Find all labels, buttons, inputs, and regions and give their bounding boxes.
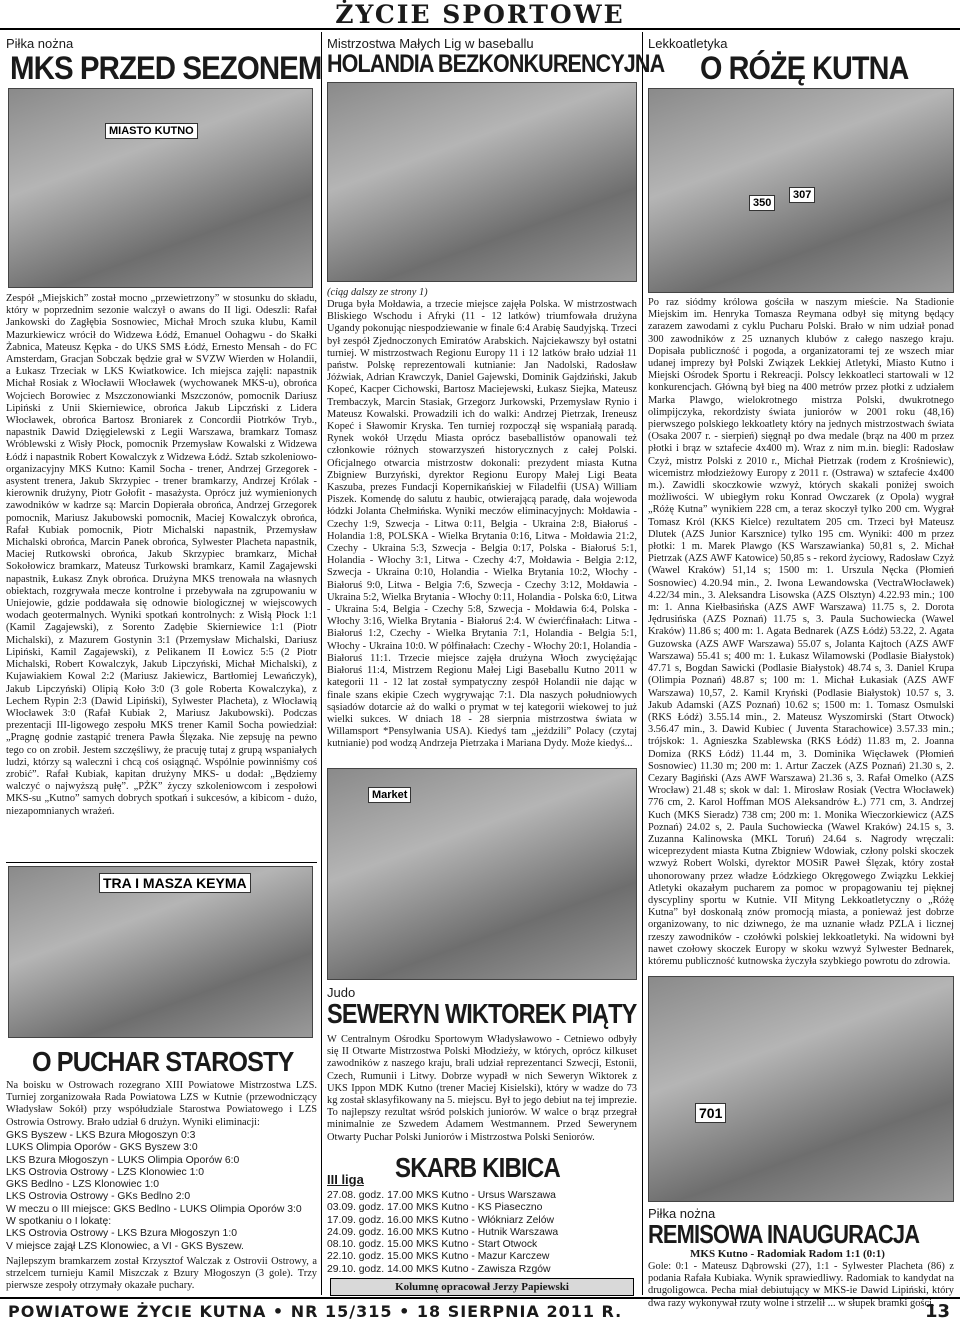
trophy-photo-banner: TRA I MASZA KEYMA [99,873,251,893]
masthead [0,0,960,30]
fixture-row: 24.09. godz. 16.00 MKS Kutno - Hutnik Warszawa [327,1226,559,1238]
fixture-row: 22.10. godz. 15.00 MKS Kutno - Mazur Karczew [327,1251,550,1263]
column-divider-2 [642,32,643,1295]
result-row: LUKS Olimpia Oporów - GKS Byszew 3:0 [6,1142,198,1154]
team-photo [8,88,313,288]
award-photo [648,976,954,1202]
col1-kicker: Piłka nożna [6,36,74,51]
col1-article-body [6,293,317,859]
result-row: LKS Bzura Młogoszyn - LUKS Olimpia Oporów 6:0 [6,1154,240,1166]
footer-publication: POWIATOWE ŻYCIE KUTNA • NR 15/315 • 18 SIERPNIA 2011 R. [8,1302,623,1321]
fixture-row: 27.08. godz. 17.00 MKS Kutno - Ursus Warszawa [327,1190,556,1201]
puchar-outro: Najlepszym bramkarzem został Krzysztof Walczak z Ostrovii Ostrowy, a strzelcem turnieju Kamil Miszczak z Bzury Młogoszyn (3 gole). Trzy pierwsze zespoły otrzymały okazałe puchary. [6,1256,317,1292]
column-divider-1 [321,32,322,1295]
team-photo-banner: MIASTO KUTNO [105,123,198,139]
puchar-results [6,1130,317,1253]
market-sign: Market [368,787,411,803]
result-row: GKS Bedlno - LZS Klonowiec 1:0 [6,1179,160,1191]
result-row: LKS Ostrovia Ostrowy - GKs Bedlno 2:0 [6,1191,191,1203]
remisowa-kicker: Piłka nożna [648,1206,716,1221]
col1-article-paragraph: Zespół „Miejskich” został mocno „przewietrzony” w stosunku do składu, który w poprzednim sezonie walczył o awans do II ligi. Odeszli: Rafał Jankowski do Zagłębia Sosnowiec, Michał Mroch szuka klubu, Kamil Mazurkiewicz wrócił do Widzewa Łódź, Emanuel Oohagwu - do Skałki Żabnica, Mateusz Kępka - do UKS SMS Łódź, Ernesto Mensah - do FC Amsterdam, Gracjan Sobczak będzie grał w SVZW Wierden w Holandii, a Łukasz Trzeciak w LKS Kwiatkowice. Ich miejsca zajęli: napastnik Michał Rosiak z Włocławii Włocławek (wychowanek MKS-u), obrońca Wojciech Borowiec z Mszczonowianki Mszczonów, pomocnik Dariusz Lipiński z Unii Skierniewice, obrońca Jakub Lipczński z Lidera Włocławek, obrońca Bartosz Broniarek z Concordii Piotrków Tryb., napastnik Dawid Dzięgielewski z Legii Warszawa, bramkarz Tomasz Wróblewski z Wisły Płock, pomocnik Przemysław Kowalski z Widzewa Łódź i napastnik Robert Kowalczyk z Widzewa Łódź. Sztab szkoleniowo-organizacyjny MKS Kutno: Kamil Socha - trener, Andrzej Grzegorek - asystent trenera, Jakub Skrzypiec - trener bramkarzy, Andrzej Królak - kierownik drużyny, Piotr Gołofit - masażysta. Oprócz już wymienionych zawodników w kadrze są: Marcin Dopierała obrońca, Andrzej Grzegorek pomocnik, Mariusz Jakubowski pomocnik, Maciej Kowalczyk obrońca, Rafał Kubiak pomocnik, Piotr Michalski napastnik, Przemysław Michalski obrońca, Marcin Panek obrońca, Sylwester Placheta napastnik, Maciej Rutkowski obrońca, Jakub Skrzypiec bramkarz, Michał Sokołowicz bramkarz, Mateusz Turkowski bramkarz, Kamil Zagajewski napastnik, Łukasz Znyk obrońca. Drużyna MKS trenowała na własnych obiektach, rozgrywała mecze kontrolne i przebywała na zgrupowaniu w Uniejowie, gdzie poddawała się odnowie biologicznej w wiejscowych wodach geotermalnych. Wyniki spotkań kontrolnych: z Wisłą Płock 1:1 (Kamil Zagajewski), z Sorento Zadębie Skierniewice 1:1 (Piotr Michalski), z Mazurem Gostynin 3:1 (Przemysław Michalski, Dariusz Lipiński, Kamil Zagajewski), z Pelikanem II Łowicz 5:5 (2 Piotr Michalski, Robert Kowalczyk, Jakub Lipczyński, Michał Michalski), z Kujawiakiem Kowal 2:2 (Mariusz Jakiewicz, Bartłomiej Lewańczyk), Jakub Lipczyński) Olipią Koło 3:0 (3 gole Roberta Kowalczyka), z Lechem Rypin 2:3 (Dawid Lipiński), Sylwester Placheta), z Włocławią Włocławek 3:0 (Rafał Kubiak 2, Mariusz Jakubowski). Podczas prezentacji III-ligowego zespołu MKS trener Kamil Socha powiedział: „Pragnę godnie zastąpić trenera Pawła Ślęzaka. Nie zepsuję na pewno tego co on zrobił. Jestem szczęśliwy, że pracuję tutaj z grupą wspaniałych ludzi, którzy są waleczni i chcą coś osiągnąć. Wspólnie powinniśmy coś zrobić”. Rafał Kubiak, kapitan drużyny MKS- u dodał: „Będziemy walczyć o najwyższą pułę”. „PŻK” życzy szkoleniowcom i zespołowi MKS-su „Kutno” samych dobrych spotkań i sukcesów, a kibicom - dużo, niezapomnianych wrażeń. [6,293,317,817]
skarb-league: III liga [327,1172,364,1187]
fixture-row: 17.09. godz. 16.00 MKS Kutno - Włókniarz Zelów [327,1214,554,1226]
col1-headline: MKS PRZED SEZONEM [10,50,322,86]
parade-photo [327,82,637,282]
market-parade-photo [327,768,637,980]
col2-continued: (ciąg dalszy ze strony 1) [327,287,428,298]
col3-kicker: Lekkoatletyka [648,36,728,51]
result-row: LKS Ostrovia Ostrowy - LKS Bzura Młogoszyn 1:0 [6,1228,237,1240]
column-credit: Kolumnę opracował Jerzy Papiewski [330,1278,634,1296]
result-row: LKS Ostrovia Ostrowy - LZS Klonowiec 1:0 [6,1166,205,1178]
result-row: V miejsce zajął LZS Klonowiec, a VI - GKS Byszew. [6,1240,244,1252]
page-number: 13 [924,1301,950,1322]
remisowa-headline: REMISOWA INAUGURACJA [648,1219,920,1249]
skarb-fixtures [327,1190,637,1276]
runner-bib: 350 [749,195,775,211]
fixture-row: 08.10. godz. 15.00 MKS Kutno - Start Otwock [327,1239,538,1251]
judo-article-body: W Centralnym Ośrodku Sportowym Władysławowo - Cetniewo odbyły się II Otwarte Mistrzostwa Polski Młodzieży, w których, oprócz kilkuset zawodników z naszego kraju, brali udział reprezentanci Szwecji, Estonii, Czech, Rumunii i Litwy. Dobrze wypadł w nich Seweryn Wiktorek z UKS Ippon MDK Kutno (trener Maciej Kisielski), który w wadze do 73 kg został sklasyfikowany na 5. miejscu. Był to jego debiut na tej imprezie. To najlepszy rezultat wśród polskich juniorów. W walce o brąz przegrał minimalnie ze Szwedem Adamem Westmannem. Przed Sewerynem Otwarty Puchar Polski Juniorów i Mistrzostwa Polski Seniorów. [327,1034,637,1143]
sprint-photo [648,88,954,293]
col2-headline: HOLANDIA BEZKONKURENCYJNA [327,50,665,78]
runner-bib: 307 [789,187,815,203]
result-row: W spotkaniu o I lokatę: [6,1216,112,1228]
trophy-photo [8,866,313,1038]
col2-kicker: Mistrzostwa Małych Lig w baseballu [327,36,534,51]
col2-article-body: Druga była Mołdawia, a trzecie miejsce zajęła Polska. W mistrzostwach Bliskiego Wschodu i Afryki (11 - 12 latków) triumfowała drużyna Ugandy pokonując niespodziewanie w finale 6:4 Arabię Saudyjską. Trzeci był zespół Zjednoczonych Emiratów Arabskich. Najciekawszy był ostatni turniej. W mistrzostwach Regionu Europy 11 i 12 latków brało udział 11 państw. Polskę reprezentowali kutnianie: Jan Nadolski, Radosław Jóźwiak, Adrian Krawczyk, Daniel Gajewski, Dominik Gajdziński, Jakub Kopeć, Kacper Cichowski, Bartosz Maciejewski, Łukasz Siejka, Mateusz Trembaczyk, Marcin Stasiak, Grzegorz Jurkowski, Przemysław Rynio i Mateusz Kowalski. Prowadzili ich do walki: Andrzej Pietrzak, Ireneusz Kopeć i Sławomir Kryska. Ten turniej rozpoczął się wspaniałą paradą. Rynek wokół Urzędu Miasta oprócz baseballistów opanowali też członkowie różnych stowarzyszeń historycznych z całej Polski. Oficjalnego otwarcia mistrzostw dokonali: prezydent miasta Kutna Zbigniew Burzyński, dyrektor Regionu Europy Małej Ligi Beata Kaszuba, prezes Fundacji Kopernikańskiej w Filadelfii (USA) William Piszek. Komendę do salutu z haubic, otwierającą paradę, dała wojewoda łódzki Jolanta Chełmińska. Wyniki meczów eliminacyjnych: Mołdawia - Czechy 1:9, Szwecja - Litwa 0:11, Belgia - Ukraina 2:8, Białoruś - Holandia 1:8, POLSKA - Wielka Brytania 0:16, Litwa - Mołdawia 21:2, Czechy - Ukraina 5:3, Szwecja - Belgia 0:17, Polska - Białoruś 5:1, Holandia - Włochy 3:1, Litwa - Czechy 4:7, Mołdawia - Belgia 2:12, Szwecja - Ukraina 0:10, Holandia - Wielka Brytania 10:2, Włochy - Białoruś 9:0, Litwa - Belgia 7:6, Szwecja - Czechy 3:12, Mołdawia - Ukraina 5:2, Wielka Brytania - Włochy 0:11, Holandia - Polska 6:0, Litwa - Ukraina 5:4, Belgia - Czechy 5:8, Szwecja - Mołdawia 6:4, Polska - Włochy 3:16, Wielka Brytania - Białoruś 2:4. W ćwierćfinałach: Litwa - Białoruś 1:2, Czechy - Wielka Brytania 7:1, Holandia - Belgia 5:1, Włochy - Ukraina 10:0. W półfinałach: Czechy - Włochy 20:1, Holandia - Białoruś 11:1. Trzecie miejsce zajęła drużyna Włoch zwyciężając Białoruś 11:4, Mistrzem Regionu Małej Ligi Baseballu Kutno 2011 w kategorii 11 - 12 lat został sympatyczny zespół Holandii nie dając w finale szans ekipie Czech wygrywając 7:1. Dla naszych południowych sąsiadów dotarcie aż do walki o prymat w tej kategorii wiekowej to już wielki sukces. W dniach 18 - 28 sierpnia mistrzostwa świata w Willamsport *Pensylwania USA). Kiedyś tam „jeździli” Polacy (czytaj kutnianie) pod wodzą Andrzeja Pietrzaka i Mariana Dydy. Może kiedyś... [327,299,637,750]
col1-separator [6,862,317,863]
judo-kicker: Judo [327,985,356,1000]
col3-article-body: Po raz siódmy królowa gościła w naszym mieście. Na Stadionie Miejskim im. Henryka Tomasza Reymana odbył się mityng będący zarazem zawodami z cyklu Pucharu Polski. Brało w nim udział ponad 300 zawodników z 25 uznanych klubów z całego naszego kraju. Dopisała publiczność i pogoda, a organizatorami tej ze wszech miar udanej imprezy był Polski Związek Lekkiej Atletyki, Miasto Kutno i Miejski Ośrodek Sportu i Rekreacji. Polscy lekkoatleci startowali w 12 konkurencjach. Główną był bieg na 400 metrów przez płotki z udziałem Marka Plawgo, wielokrotnego mistrza Polski, dwukrotnego olimpijczyka, rekordzisty świata juniorów w 2001 roku (48,16) pierwszego polskiego lekkoatlety który na jednych mistrzostwach świata (Osaka 2007 r. - sierpień) sięgnął po dwa medale (brąz na 400 m przez płotki i brąz w sztafecie 4x400 m). Wraz z nim m.in. biegli: Radosław Czyż, mistrz Polski z 2010 r., Michał Pietrzak (rodem z Krośniewic), wicemistrz młodzieżowy Europy z 2011 r. (Ostrawa) w sztafecie 4x400 m.). Zawidli skoczkowie wzwyż, których skakali poniżej swoich możliwości. W ubiegłym roku Konrad Owczarek (z Opola) wygrał „Różę Kutna” wynikiem 228 cm, a teraz skoczył tylko 200 cm. Wygrał Tomasz Król (KKS Kielce) rezultatem 205 cm. Trzeci był Mateusz Dlutek (AZS Junior Karsznice) tylko 195 cm. Wyniki: 400 m przez płotki: 1 m. Marek Plawgo (KS Warszawianka) 50,81 s, 2. Michał Pietrzak (AZS AWF Katowice) 50,85 s - rekord życiowy, Radosław Czyż (Wawel Kraków) 51,14 s; 1500 m: 1. Urszula Nęcka (Płomień Sosnowiec) 4.20.94 min., 2. Iwona Lewandowska (VectraWłocławek) 4.22/34 min., 3. Aleksandra Lisowska (AZS Olsztyn) 4.22.93 min.; 100 m: 1. Anna Kiełbasińska (AZS AWF Warszawa) 11.75 s, 2. Dorota Jędrusińska (AZS Poznań) 11.75 s, 3. Paula Suchowiecka (Wawel Kraków) 11.86 s; 400 m: 1. Agata Bednarek (AZS Łódź) 53.22, 2. Agata Guzowska (AZS AWF Warszawa) 55.07 s, Jolanta Kajtoch (AZS AWF Warszawa) 55.41 s; 400 m: 1. Łukasz Wilamowski (Podlasie Białystok) 47.71 s, Bogdan Sawicki (Podlasie Białystok) 48.74 s, 3. Daniel Krupa (Olimpia Poznań) 48.87 s; 100 m: 1. Michał Łukasiak (AZS AWF Warszawa) 10,57, 2. Kamil Kryński (Podlasie Białystok) 10.57 s, 3. Jakub Adamski (AZS Poznań) 10.62 s; 1500 m: 1. Tomasz Osmulski (RKS Łódź) 3.55.14 min., 2. Mateusz Wyszomirski (Start Otwock) 3.56.47 min., 3. Dawid Kubiec ( Juventa Starachowice) 3.57.33 min.; trójskok: 1. Agnieszka Szablewska (RKS Łódź) 11.83 m, 2. Joanna Domiza (RKS Łódź) 11.44 m, 3. Dominika Więcławek (Płomień Sosnowiec) 11.30 m; 200 m: 1. Artur Zaczek (AZS Poznań) 21.30 s, 2. Cezary Bagiński (Azs AWF Warszawa) 21.36 s, 3. Rafał Omelko (AZS Wrocław) 21.48 s; skok w dal: 1. Mirosław Rosiak (Vectra Włocławek) 776 cm, 2. Karol Hoffman MOS Aleksandrów Ł.) 771 cm, 3. Andrzej Kuch (MKS Sieradz) 738 cm; 200 m: 1. Monika Wieczorkiewicz (AZS Poznań) 24.02 s, 2. Paula Suchowiecka (Wawel Kraków) 24.15 s, 3. Zuzanna Kalinowska (MKL Toruń) 24.64 s. Nagrody wręczali: wiceprezydent miasta Kutna Zbigniew Wdowiak, człony polski skoczek wzwyż Robert Wolski, dyrektor MOSiR Paweł Ślęzak, który został uhonorowany przez władze Łódzkiego Okręgowego Związku Lekkiej Atletyki okazałym pucharem za pomoc w propagowaniu tej pięknej dyscypliny sportu w Kutnie. VII Mityng Lekkoatletyczny o „Różę Kutna” był doskonałą znów promocją miasta, a ponieważ jest dobrze organizowany, to nic dziwnego, że ma uznanie władz PZLA i licznej rzeszy zawodników - czołówki polskiej lekkoatletyki. Na widowni był nawet czołowy skoczek Europy w skoku wzwyż Sylwester Bednarek, któremu publiczność kutnowska życzyła szybkiego powrotu do zdrowia. [648,297,954,967]
skarb-headline: SKARB KIBICA [395,1152,560,1183]
result-row: W meczu o III miejsce: GKS Bedlno - LUKS Olimpia Oporów 3:0 [6,1203,302,1215]
masthead-title: ŻYCIE SPORTOWE [335,0,625,29]
remisowa-subhead: MKS Kutno - Radomiak Radom 1:1 (0:1) [690,1248,885,1260]
page-footer [0,1297,960,1323]
award-photo-bib: 701 [695,1103,726,1123]
col3-headline: O RÓŻĘ KUTNA [700,50,909,86]
remisowa-body: Gole: 0:1 - Mateusz Dąbrowski (27), 1:1 - Sylwester Placheta (86) z podania Rafała Kubiaka. Wynik sprawiedliwy. Radomiak to kandydat na drugoligowca. Pecha miał debiutujący w MKS-ie Dawid Lipiński, który dwa razy wykonywał rzuty wolne i strzelił ... w słupek bramki gości. [648,1261,954,1309]
fixture-row: 03.09. godz. 17.00 MKS Kutno - KS Piaseczno [327,1202,543,1214]
judo-headline: SEWERYN WIKTOREK PIĄTY [327,998,637,1029]
result-row: GKS Byszew - LKS Bzura Młogoszyn 0:3 [6,1130,196,1141]
puchar-headline: O PUCHAR STAROSTY [32,1046,294,1077]
puchar-intro: Na boisku w Ostrowach rozegrano XIII Powiatowe Mistrzostwa LZS. Turniej zorganizowała Rada Powiatowa LZS w Kutnie (przewodniczący Władysław Sokół) przy współudziale Starostwa Powiatowego i LZS Ostrowia Ostrowy. Brało udział 6 drużyn. Wyniki eliminacji: [6,1080,317,1128]
fixture-row: 29.10. godz. 14.00 MKS Kutno - Zawisza Rzgów [327,1263,551,1275]
